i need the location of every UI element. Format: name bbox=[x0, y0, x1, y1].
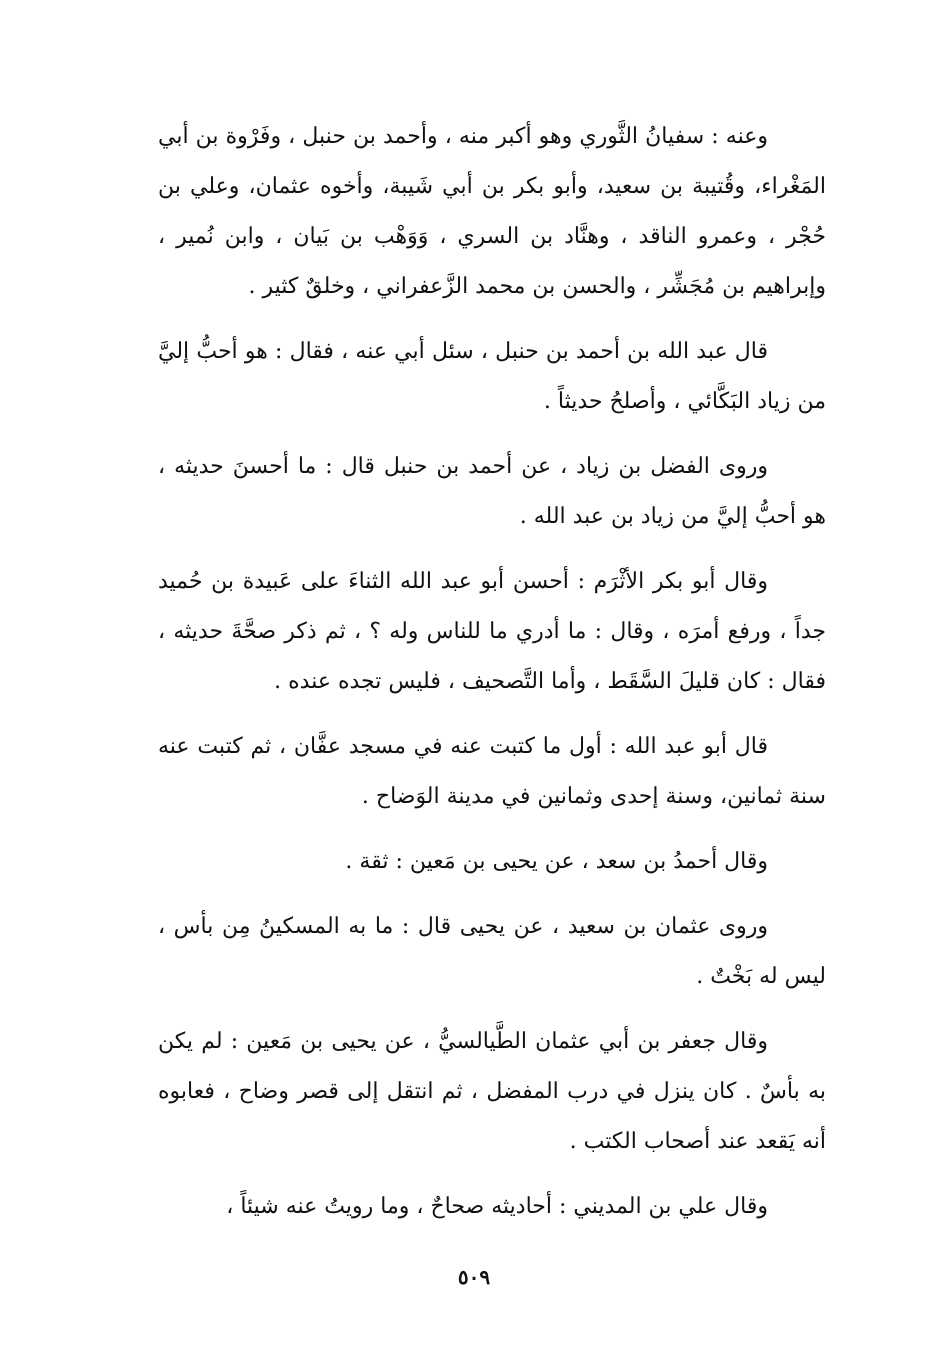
paragraph-2: قال عبد الله بن أحمد بن حنبل ، سئل أبي عنه ، فقال : هو أحبُّ إليَّ من زياد البَكَّائي ، وأصلحُ حديثاً . bbox=[158, 339, 826, 414]
page-number: ٥٠٩ bbox=[457, 1265, 491, 1289]
paragraph-3: وروى الفضل بن زياد ، عن أحمد بن حنبل قال : ما أحسنَ حديثه ، هو أحبُّ إليَّ من زياد بن عبد الله . bbox=[158, 454, 826, 529]
paragraph-8: وقال جعفر بن أبي عثمان الطَّيالسيُّ ، عن يحيى بن مَعين : لم يكن به بأسٌ . كان ينزل في درب المفضل ، ثم انتقل إلى قصر وضاح ، فعابوه أنه يَقعد عند أصحاب الكتب . bbox=[158, 1029, 826, 1154]
paragraph-6: وقال أحمدُ بن سعد ، عن يحيى بن مَعين : ثقة . bbox=[345, 849, 768, 874]
body-text bbox=[158, 112, 826, 1232]
paragraph-5: قال أبو عبد الله : أول ما كتبت عنه في مسجد عفَّان ، ثم كتبت عنه سنة ثمانين، وسنة إحدى وثمانين في مدينة الوَضاح . bbox=[158, 734, 826, 809]
paragraph-9: وقال علي بن المديني : أحاديثه صحاحٌ ، وما رويتُ عنه شيئاً ، bbox=[226, 1194, 768, 1219]
paragraph-1: وعنه : سفيانُ الثَّوري وهو أكبر منه ، وأحمد بن حنبل ، وفَرْوة بن أبي المَغْراء، وقُتيبة بن سعيد، وأبو بكر بن أبي شَيبة، وأخوه عثمان، وعلي بن حُجْر ، وعمرو الناقد ، وهنَّاد بن السري ، وَوَهْب بن بَيان ، وابن نُمير ، وإبراهيم بن مُجَشِّر ، والحسن بن محمد الزَّعفراني ، وخلقٌ كثير . bbox=[158, 124, 826, 299]
paragraph-4: وقال أبو بكر الأثْرَم : أحسن أبو عبد الله الثناءَ على عَبيدة بن حُميد جداً ، ورفع أمرَه ، وقال : ما أدري ما للناس وله ؟ ، ثم ذكر صحَّةَ حديثه ، فقال : كان قليلَ السَّقَط ، وأما التَّصحيف ، فليس تجده عنده . bbox=[158, 569, 826, 694]
paragraph-7: وروى عثمان بن سعيد ، عن يحيى قال : ما به المسكينُ مِن بأس ، ليس له بَخْتٌ . bbox=[158, 914, 826, 989]
